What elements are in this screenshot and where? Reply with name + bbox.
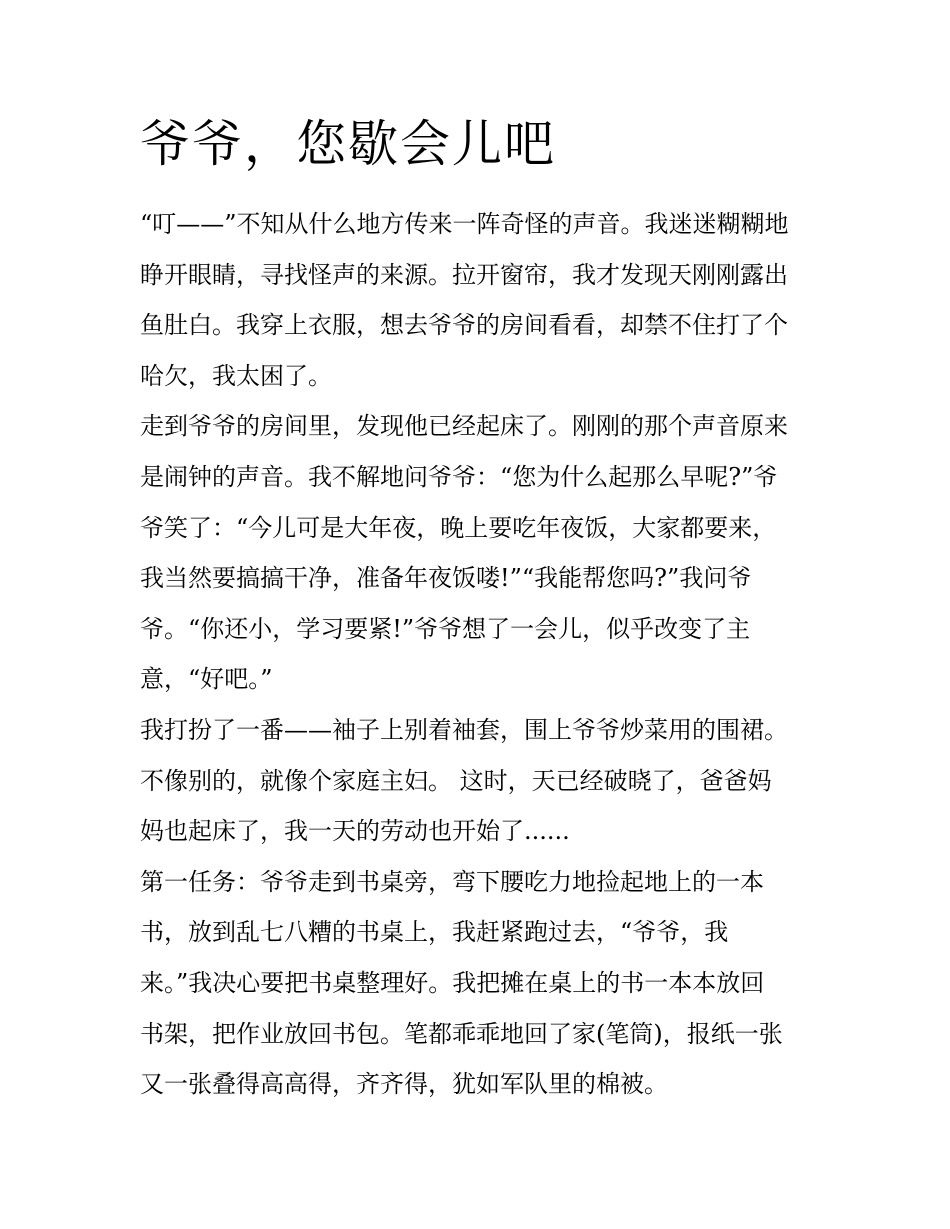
text-line: 睁开眼睛，寻找怪声的来源。拉开窗帘，我才发现天刚刚露出 bbox=[140, 260, 788, 289]
text-line: 哈欠，我太困了。 bbox=[140, 361, 332, 390]
paragraph-3 bbox=[140, 705, 820, 857]
document-page bbox=[140, 112, 820, 1110]
text-line: 是闹钟的声音。我不解地问爷爷：“您为什么起那么早呢?”爷 bbox=[140, 462, 778, 491]
text-line: 意，“好吧。” bbox=[140, 665, 273, 694]
paragraph-1 bbox=[140, 199, 820, 401]
page-title: 爷爷，您歇会儿吧 bbox=[140, 115, 556, 173]
text-line: 来。”我决心要把书桌整理好。我把摊在桌上的书一本本放回 bbox=[140, 968, 765, 997]
text-line: 走到爷爷的房间里，发现他已经起床了。刚刚的那个声音原来 bbox=[140, 412, 788, 441]
text-line: 我打扮了一番——袖子上别着袖套，围上爷爷炒菜用的围裙。 bbox=[140, 715, 788, 744]
text-line: 书架，把作业放回书包。笔都乖乖地回了家(笔筒)，报纸一张 bbox=[140, 1019, 783, 1048]
text-line: 书，放到乱七八糟的书桌上，我赶紧跑过去，“爷爷，我 bbox=[140, 918, 729, 947]
text-line: 妈也起床了，我一天的劳动也开始了...... bbox=[140, 817, 570, 846]
text-line: 鱼肚白。我穿上衣服，想去爷爷的房间看看，却禁不住打了个 bbox=[140, 311, 788, 340]
text-line: 不像别的，就像个家庭主妇。 这时，天已经破晓了，爸爸妈 bbox=[140, 766, 772, 795]
text-line: 第一任务：爷爷走到书桌旁，弯下腰吃力地捡起地上的一本 bbox=[140, 867, 764, 896]
text-line: “叮——”不知从什么地方传来一阵奇怪的声音。我迷迷糊糊地 bbox=[140, 210, 789, 238]
text-line: 爷笑了：“今儿可是大年夜，晚上要吃年夜饭，大家都要来， bbox=[140, 513, 777, 542]
paragraph-2 bbox=[140, 401, 820, 705]
text-line: 爷。“你还小，学习要紧!”爷爷想了一会儿，似乎改变了主 bbox=[140, 614, 751, 643]
text-line: 又一张叠得高高得，齐齐得，犹如军队里的棉被。 bbox=[140, 1070, 668, 1099]
paragraph-4 bbox=[140, 857, 820, 1110]
text-line: 我当然要搞搞干净，准备年夜饭喽!”“我能帮您吗?”我问爷 bbox=[140, 564, 752, 593]
